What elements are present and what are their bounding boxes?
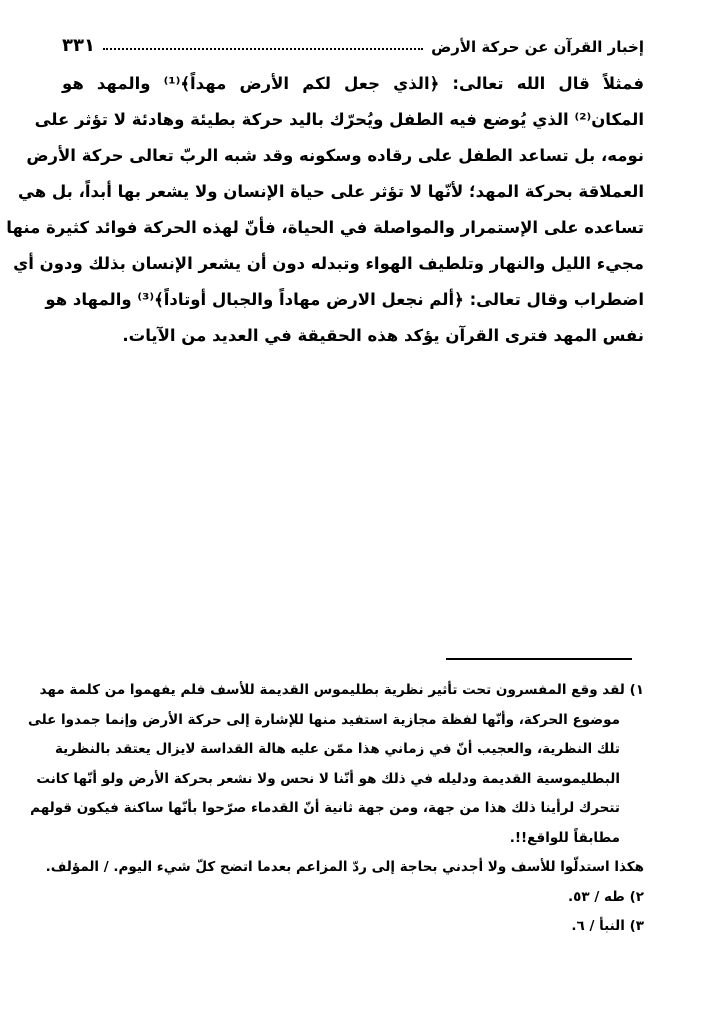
header-title: إخبار القرآن عن حركة الأرض (431, 38, 644, 56)
footnote-line: ١) لقد وقع المفسرون تحت تأثير نظرية بطليموس القديمة للأسف فلم يفهموا من كلمة مهد (39, 682, 644, 698)
footnote-line: ٣) النبأ / ٦. (571, 918, 644, 934)
text-line: فمثلاً قال الله تعالى: ﴿الذي جعل لكم الأرض مهداً﴾⁽¹⁾ والمهد هو (62, 74, 644, 93)
text-line: المكان⁽²⁾ الذي يُوضع فيه الطفل ويُحرّك باليد حركة بطيئة وهادئة لا تؤثر على (34, 110, 644, 129)
running-header (62, 28, 644, 56)
header-dot-leader (103, 47, 423, 50)
footnotes (27, 676, 644, 942)
footnote-line: مطابقاً للواقع!!. (509, 829, 620, 846)
footnote-line: ٢) طه / ٥٣. (568, 888, 644, 905)
footnote-line: البطليموسية القديمة ودليله في ذلك هو أنّنا لا نحس ولا نشعر بحركة الأرض ولو أنّها كانت (36, 770, 620, 787)
text-line: تساعده على الإستمرار والمواصلة في الحياة، فأنّ لهذه الحركة فوائد كثيرة منها (6, 218, 644, 237)
footnote-separator (446, 658, 632, 660)
text-line: مجيء الليل والنهار وتلطيف الهواء وتبدله دون أن يشعر الإنسان بذلك ودون أي (13, 254, 644, 273)
footnote-line: هكذا استدلّوا للأسف ولا أجدني بحاجة إلى ردّ المزاعم بعدما اتضح كلّ شيء اليوم. / المؤلف. (45, 859, 644, 875)
text-line: نومه، بل تساعد الطفل على رقاده وسكونه وقد شبه الربّ تعالى حركة الأرض (26, 146, 644, 165)
text-line: نفس المهد فترى القرآن يؤكد هذه الحقيقة في العديد من الآيات. (122, 326, 644, 345)
footnote-line: موضوع الحركة، وأنّها لفظة مجازية استفيد منها للإشارة إلى حركة الأرض وإنما جمدوا على (27, 711, 620, 728)
footnote-line: تتحرك لرأينا ذلك هذا من جهة، ومن جهة ثانية أنّ القدماء صرّحوا بأنّها ساكنة فيكون قولهم (30, 800, 620, 816)
text-line: اضطراب وقال تعالى: ﴿ألم نجعل الارض مهاداً والجبال أوتاداً﴾⁽³⁾ والمهاد هو (45, 290, 644, 309)
page-number: ٣٣١ (62, 35, 95, 56)
main-text (6, 66, 644, 354)
footnote-line: تلك النظرية، والعجيب أنّ في زماني هذا ممّن عليه هالة القداسة لايزال يعتقد بالنظرية (54, 741, 620, 757)
text-line: العملاقة بحركة المهد؛ لأنّها لا تؤثر على حياة الإنسان ولا يشعر بها أبداً، بل هي (18, 182, 644, 201)
